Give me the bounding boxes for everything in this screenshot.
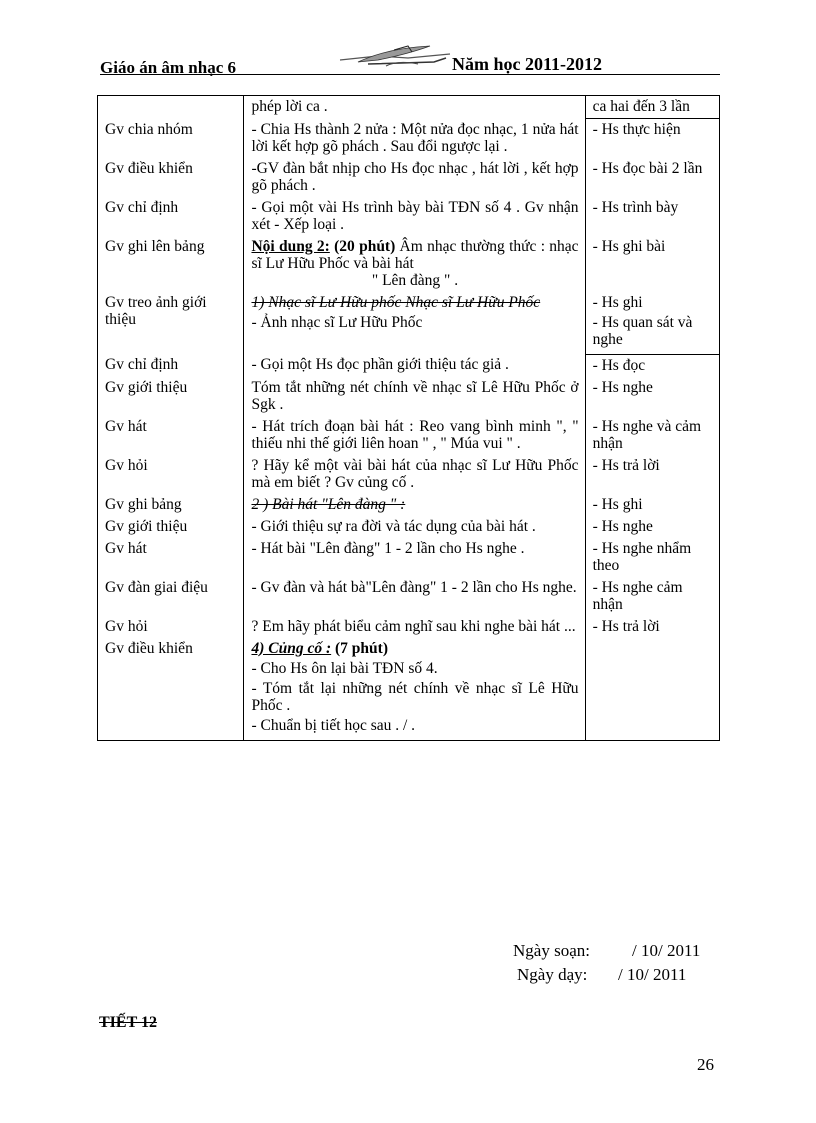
student-cell: - Hs trả lời [585,455,719,494]
table-row [98,354,720,377]
table-row [98,197,720,236]
content-cell [244,236,585,292]
content-cell: - Hát trích đoạn bài hát : Reo vang bình minh ", " thiếu nhi thế giới liên hoan " , " Múa vui " . [244,416,585,455]
teacher-cell: Gv hỏi [98,455,244,494]
teacher-cell: Gv ghi bảng [98,494,244,516]
section-text: Âm nhạc thường thức : nhạc sĩ Lư Hữu Phốc và bài hát [251,237,579,272]
subsection-heading: 1) Nhạc sĩ Lư Hữu phốc Nhạc sĩ Lư Hữu Phốc [251,293,541,311]
teacher-cell: Gv giới thiệu [98,377,244,416]
table-row [98,236,720,292]
table-row [98,119,720,158]
subsection-heading: 2 ) Bài hát "Lên đàng " : [251,495,406,513]
content-cell: - Gọi một vài Hs trình bày bài TĐN số 4 . Gv nhận xét - Xếp loại . [244,197,585,236]
content-cell: Tóm tắt những nét chính về nhạc sĩ Lê Hữu Phốc ở Sgk . [244,377,585,416]
teacher-cell [98,96,244,119]
student-cell: - Hs ghi bài [585,236,719,292]
student-line: - Hs quan sát và nghe [592,313,693,348]
student-cell: - Hs trình bày [585,197,719,236]
content-cell [244,292,585,355]
content-cell: ? Hãy kể một vài bài hát của nhạc sĩ Lư Hữu Phốc mà em biết ? Gv củng cố . [244,455,585,494]
table-row [98,455,720,494]
student-cell: ca hai đến 3 lần [585,96,719,119]
student-cell: - Hs nghe và cảm nhận [585,416,719,455]
table-row [98,158,720,197]
table-row [98,577,720,616]
student-cell: - Hs ghi [585,494,719,516]
teacher-cell: Gv hát [98,538,244,577]
ngay-soan-label: Ngày soạn: [513,941,590,960]
table-row [98,96,720,119]
student-cell: - Hs nghe cảm nhận [585,577,719,616]
student-cell: - Hs thực hiện [585,119,719,158]
table-row [98,292,720,355]
ngay-day-value: / 10/ 2011 [618,965,687,984]
teacher-cell: Gv hỏi [98,616,244,638]
section-label: Nội dung 2: [251,237,330,255]
teacher-cell: Gv giới thiệu [98,516,244,538]
teacher-cell: Gv treo ảnh giới thiệu [98,292,244,355]
teacher-cell: Gv hát [98,416,244,455]
section-time: (20 phút) [334,237,396,255]
table-row [98,538,720,577]
table-row [98,416,720,455]
teacher-cell: Gv điều khiển [98,158,244,197]
song-title: " Lên đàng " . [371,271,459,289]
content-line: - Cho Hs ôn lại bài TĐN số 4. [251,659,438,677]
teacher-cell: Gv chia nhóm [98,119,244,158]
header-subject: Giáo án âm nhạc 6 [100,58,237,77]
table-row [98,638,720,741]
section-time: (7 phút) [335,639,388,657]
student-cell: - Hs đọc bài 2 lần [585,158,719,197]
content-cell: - Giới thiệu sự ra đời và tác dụng của bài hát . [244,516,585,538]
lesson-plan-table [97,95,720,741]
table-row [98,494,720,516]
content-cell: - Gọi một Hs đọc phần giới thiệu tác giả . [244,354,585,377]
header-rule [100,74,720,75]
content-cell: - Hát bài "Lên đàng" 1 - 2 lần cho Hs nghe . [244,538,585,577]
teacher-cell: Gv chỉ định [98,354,244,377]
table-row [98,616,720,638]
student-cell: - Hs nghe [585,377,719,416]
teacher-cell: Gv chỉ định [98,197,244,236]
quill-ornament-icon [338,44,458,72]
page-number: 26 [697,1055,714,1074]
content-cell [244,494,585,516]
student-cell: - Hs nghe [585,516,719,538]
student-cell: - Hs đọc [585,354,719,377]
teacher-cell: Gv điều khiển [98,638,244,741]
teacher-cell: Gv ghi lên bảng [98,236,244,292]
content-cell: - Gv đàn và hát bà"Lên đàng" 1 - 2 lần cho Hs nghe. [244,577,585,616]
teacher-cell: Gv đàn giai điệu [98,577,244,616]
student-cell: - Hs trả lời [585,616,719,638]
content-line: - Chuẩn bị tiết học sau . / . [251,716,416,734]
lesson-number: TIẾT 12 [99,1014,157,1031]
table-row [98,516,720,538]
section-label: 4) Củng cố : [251,639,332,657]
content-cell: - Chia Hs thành 2 nửa : Một nửa đọc nhạc, 1 nửa hát lời kết hợp gõ phách . Sau đổi ngược lại . [244,119,585,158]
content-line: - Tóm tắt lại những nét chính về nhạc sĩ Lê Hữu Phốc . [251,679,579,714]
student-cell [585,292,719,355]
table-row [98,377,720,416]
header-school-year: Năm học 2011-2012 [452,54,602,74]
ngay-day-label: Ngày dạy: [517,965,588,984]
student-cell [585,638,719,741]
content-cell [244,638,585,741]
content-cell: phép lời ca . [244,96,585,119]
student-line: - Hs ghi [592,293,643,311]
content-cell: -GV đàn bắt nhịp cho Hs đọc nhạc , hát lời , kết hợp gõ phách . [244,158,585,197]
student-cell: - Hs nghe nhẩm theo [585,538,719,577]
content-line: - Ảnh nhạc sĩ Lư Hữu Phốc [251,313,423,331]
content-cell: ? Em hãy phát biểu cảm nghĩ sau khi nghe bài hát ... [244,616,585,638]
ngay-soan-value: / 10/ 2011 [632,941,701,960]
